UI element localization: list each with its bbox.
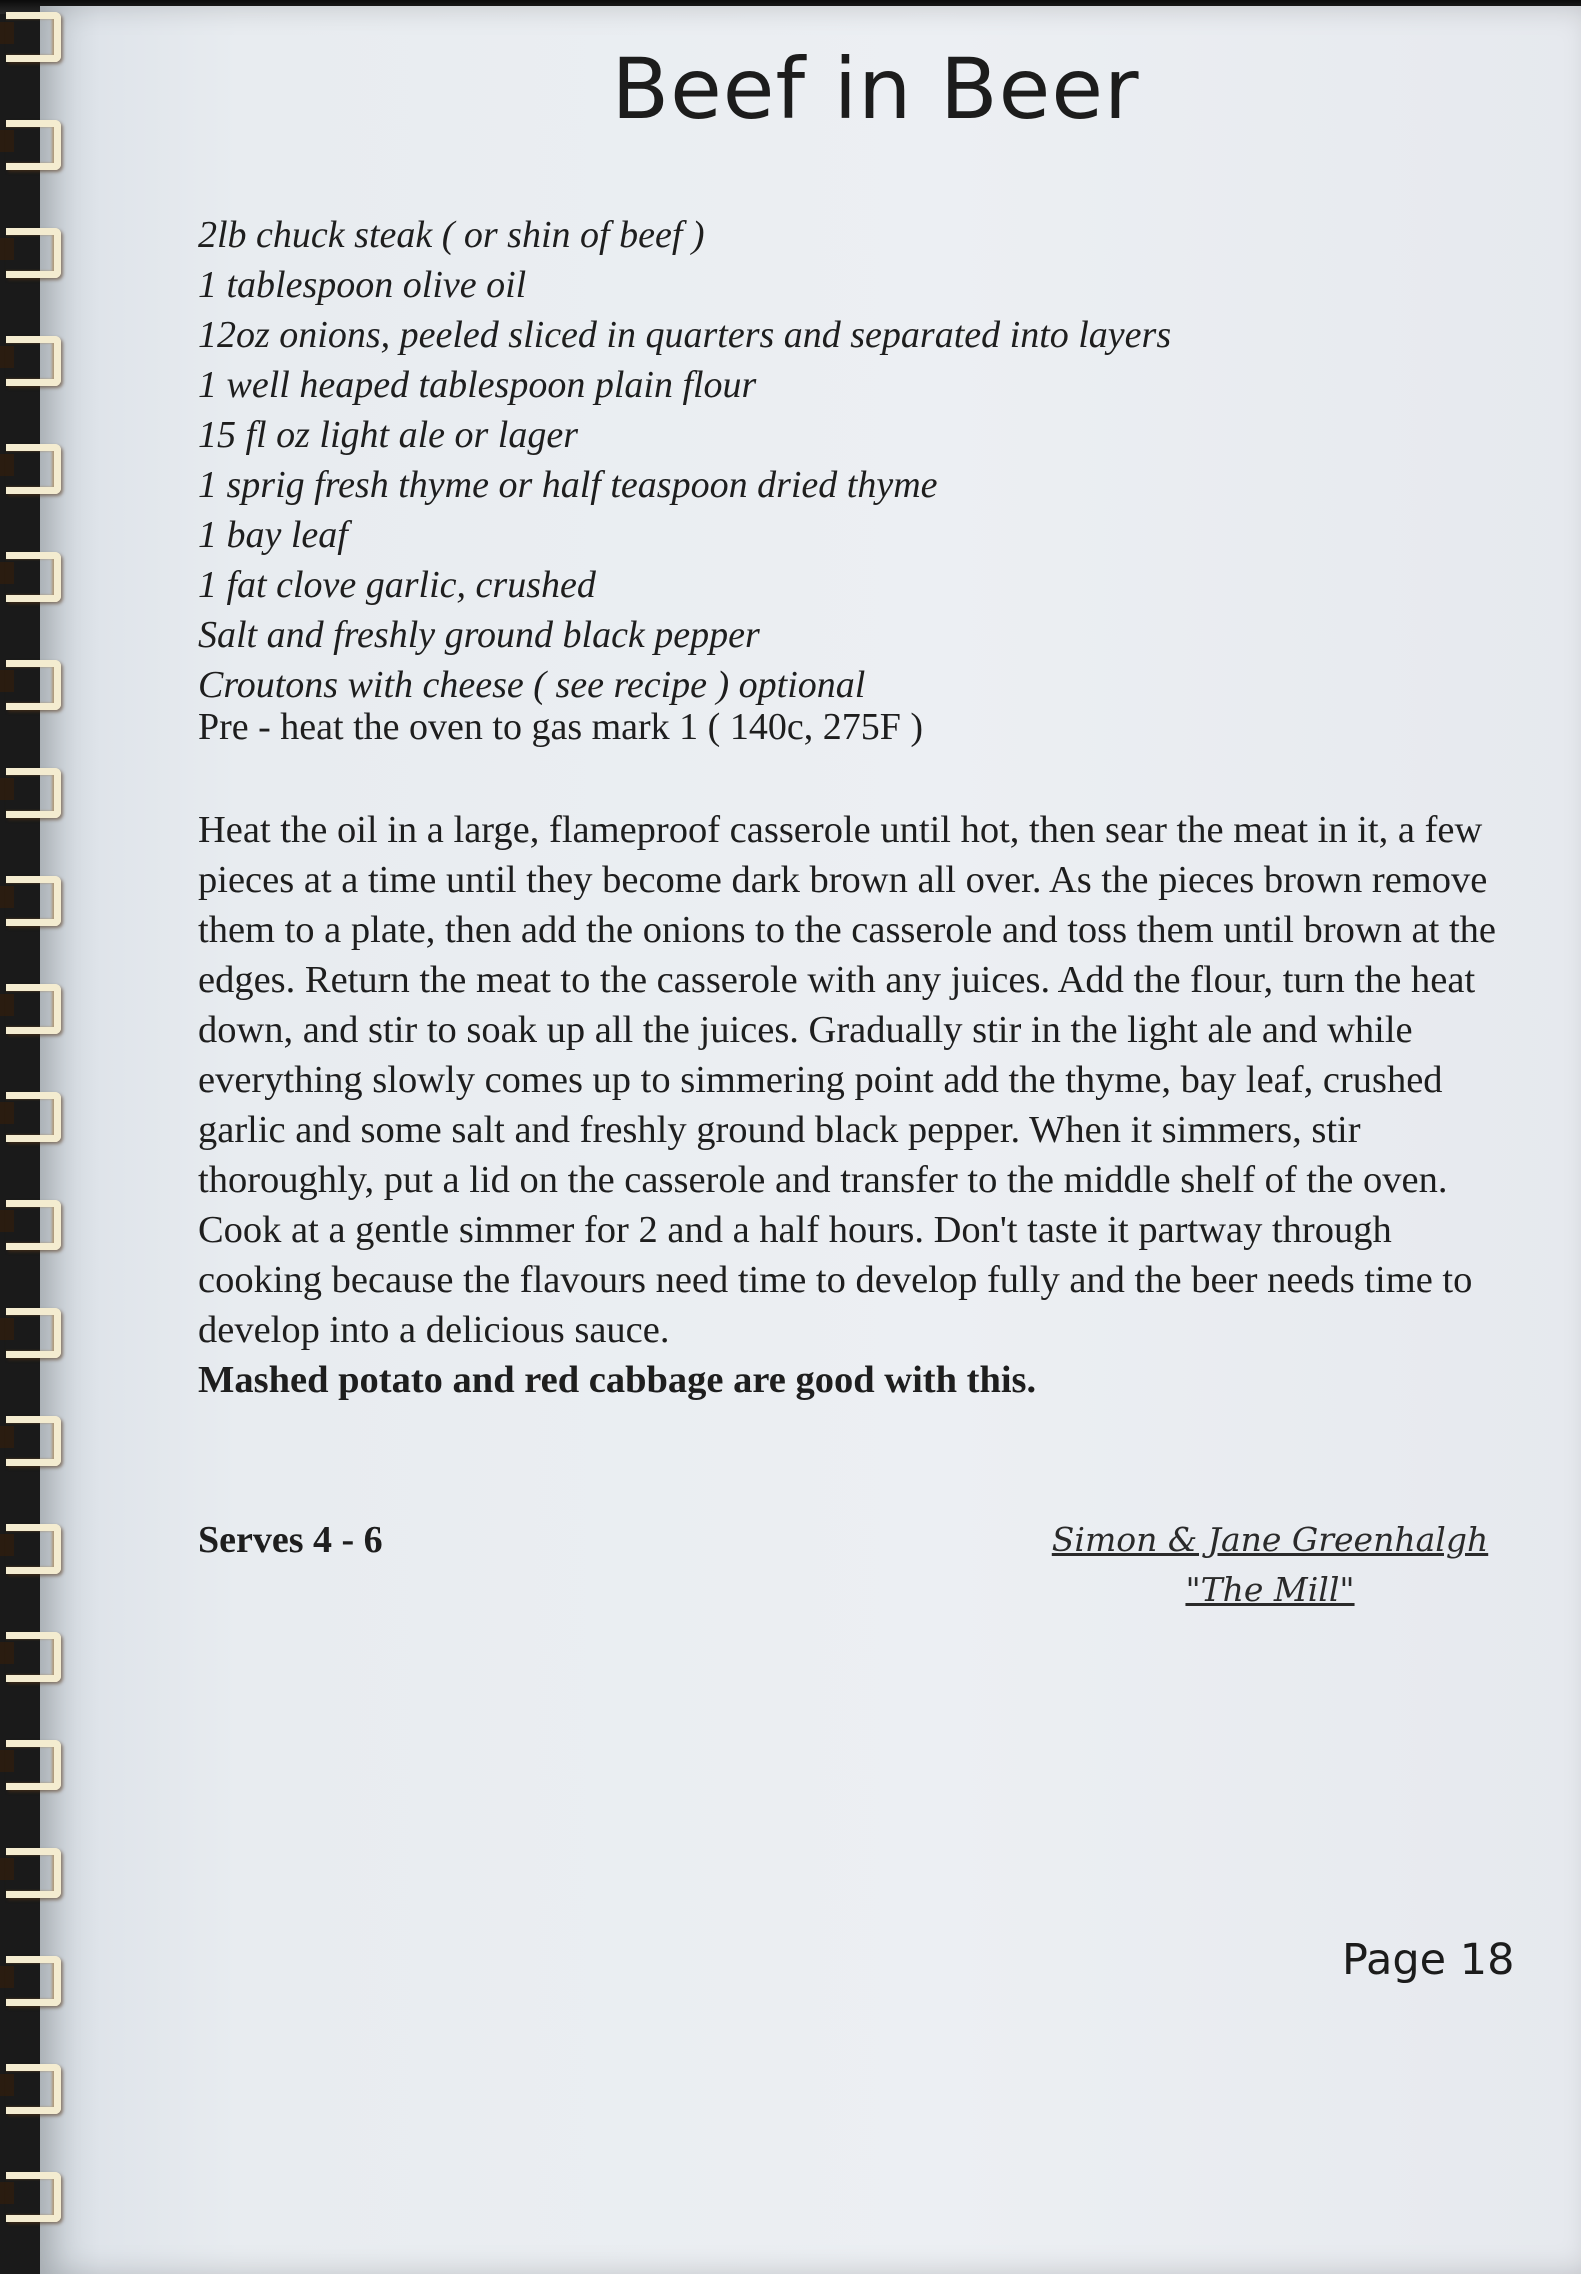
ingredient-item: 1 tablespoon olive oil: [198, 264, 527, 306]
ingredient-item: 1 well heaped tablespoon plain flour: [198, 364, 757, 406]
serving-tip: Mashed potato and red cabbage are good with this.: [198, 1359, 1037, 1401]
ingredient-item: 2lb chuck steak ( or shin of beef ): [198, 214, 705, 256]
method-paragraph: Heat the oil in a large, flameproof casserole until hot, then sear the meat in it, a few pieces at a time until they become dark brown all over. As the pieces brown remove them to a plate, then add the onions to the casserole and toss them until brown at the edges. Return the meat to the casserole with any juices. Add the flour, turn the heat down, and stir to soak up all the juices. Gradually stir in the light ale and while everything slowly comes up to simmering point add the thyme, bay leaf, crushed garlic and some salt and freshly ground black pepper. When it simmers, stir thoroughly, put a lid on the casserole and transfer to the middle shelf of the oven.: [198, 809, 1497, 1201]
ingredient-item: 1 fat clove garlic, crushed: [198, 564, 596, 606]
method-paragraph: Cook at a gentle simmer for 2 and a half hours. Don't taste it partway through cooking because the flavours need time to develop fully and the beer needs time to develop into a delicious sauce.: [198, 1209, 1473, 1351]
spiral-binding: [0, 0, 80, 2274]
binding-ring: [0, 1196, 60, 1242]
binding-ring: [0, 1412, 60, 1458]
binding-ring: [0, 2168, 60, 2214]
binding-ring: [0, 548, 60, 594]
ingredient-item: Salt and freshly ground black pepper: [198, 614, 760, 656]
contributor-signature: [1010, 1515, 1530, 1615]
binding-ring: [0, 1952, 60, 1998]
ingredient-item: 12oz onions, peeled sliced in quarters and separated into layers: [198, 314, 1172, 356]
ingredient-item: 15 fl oz light ale or lager: [198, 414, 578, 456]
serves-count: Serves 4 - 6: [198, 1519, 383, 1561]
binding-ring: [0, 872, 60, 918]
binding-ring: [0, 980, 60, 1026]
ingredient-item: 1 sprig fresh thyme or half teaspoon dried thyme: [198, 464, 938, 506]
ingredient-item: 1 bay leaf: [198, 514, 348, 556]
binding-ring: [0, 440, 60, 486]
binding-ring: [0, 1088, 60, 1134]
contributor-name: Simon & Jane Greenhalgh: [1051, 1520, 1489, 1559]
binding-ring: [0, 1628, 60, 1674]
preheat-instruction: Pre - heat the oven to gas mark 1 ( 140c, 275F ): [198, 706, 923, 748]
recipe-title: Beef in Beer: [611, 40, 1140, 138]
binding-ring: [0, 656, 60, 702]
binding-ring: [0, 332, 60, 378]
contributor-location: "The Mill": [1185, 1570, 1355, 1609]
binding-ring: [0, 1304, 60, 1350]
ingredient-list: [198, 210, 1448, 710]
page-number: Page 18: [1342, 1935, 1515, 1985]
binding-ring: [0, 764, 60, 810]
binding-ring: [0, 224, 60, 270]
ingredient-item: Croutons with cheese ( see recipe ) optional: [198, 664, 866, 706]
binding-ring: [0, 1520, 60, 1566]
binding-ring: [0, 1844, 60, 1890]
binding-ring: [0, 1736, 60, 1782]
binding-ring: [0, 2060, 60, 2106]
method-section: [198, 805, 1508, 1405]
